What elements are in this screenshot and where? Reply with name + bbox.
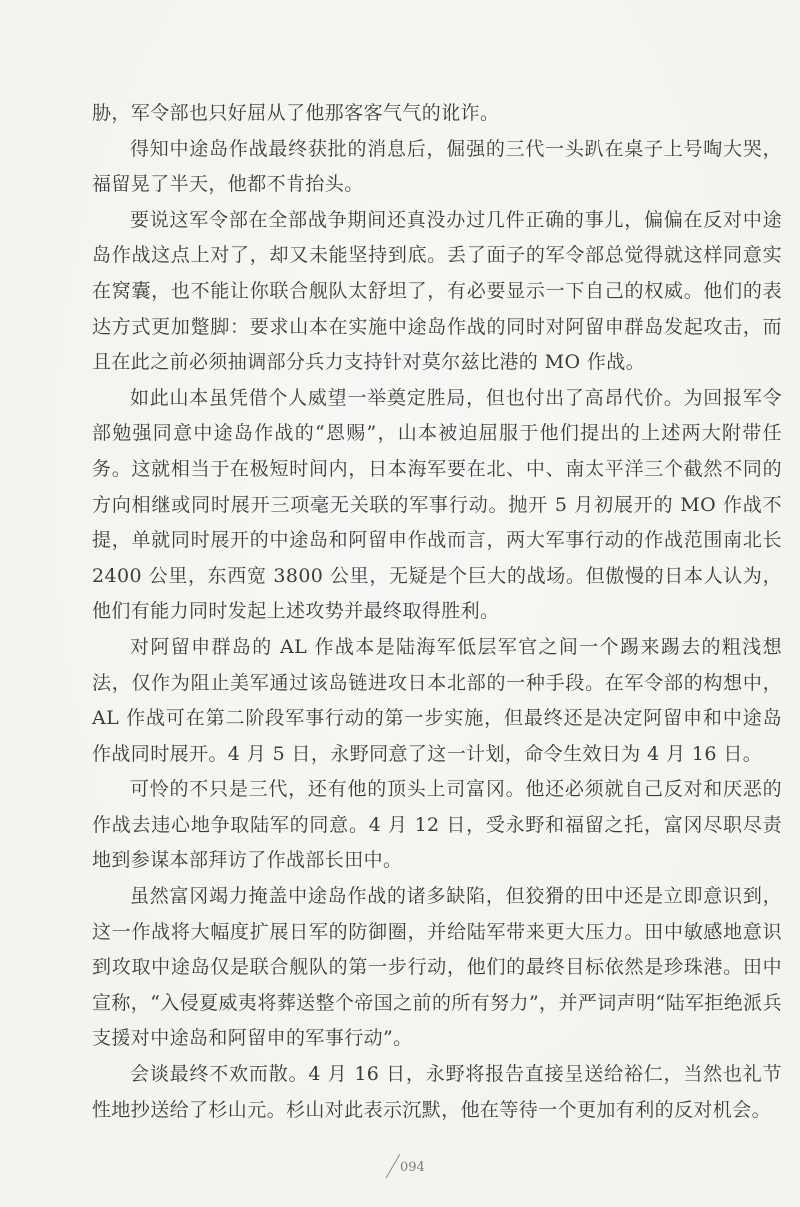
paragraph-5: 对阿留申群岛的 AL 作战本是陆海军低层军官之间一个踢来踢去的粗浅想法，仅作为阻止美军通过该岛链进攻日本北部的一种手段。在军令部的构想中，AL 作战可在第二阶段军事行动的第一步实施，但最终还是决定阿留申和中途岛作战同时展开。4 月 5 日，永野同意了这一计划，命令生效日为 4 月 16 日。 [92,635,782,765]
paragraph-2: 得知中途岛作战最终获批的消息后，倔强的三代一头趴在桌子上号啕大哭，福留晃了半天，他都不肯抬头。 [92,137,782,196]
paragraph-3: 要说这军令部在全部战争期间还真没办过几件正确的事儿，偏偏在反对中途岛作战这点上对了，却又未能坚持到底。丢了面子的军令部总觉得就这样同意实在窝囊，也不能让你联合舰队太舒坦了，有必要显示一下自己的权威。他们的表达方式更加蹩脚：要求山本在实施中途岛作战的同时对阿留申群岛发起攻击，而且在此之前必须抽调部分兵力支持针对莫尔兹比港的 MO 作战。 [92,208,782,374]
paragraph-1: 胁，军令部也只好屈从了他那客客气气的讹诈。 [92,102,500,124]
body-text [92,96,782,1128]
paragraph-6: 可怜的不只是三代，还有他的顶头上司富冈。他还必须就自己反对和厌恶的作战去违心地争取陆军的同意。4 月 12 日，受永野和福留之托，富冈尽职尽责地到参谋本部拜访了作战部长田中。 [92,778,782,872]
paragraph-7: 虽然富冈竭力掩盖中途岛作战的诸多缺陷，但狡猾的田中还是立即意识到，这一作战将大幅度扩展日军的防御圈，并给陆军带来更大压力。田中敏感地意识到攻取中途岛仅是联合舰队的第一步行动，他们的最终目标依然是珍珠港。田中宣称，“入侵夏威夷将葬送整个帝国之前的所有努力”，并严词声明“陆军拒绝派兵支援对中途岛和阿留申的军事行动”。 [92,885,782,1050]
paragraph-8: 会谈最终不欢而散。4 月 16 日，永野将报告直接呈送给裕仁，当然也礼节性地抄送给了杉山元。杉山对此表示沉默，他在等待一个更加有利的反对机会。 [92,1063,782,1121]
page-number: 094 [400,1160,425,1175]
paragraph-4: 如此山本虽凭借个人威望一举奠定胜局，但也付出了高昂代价。为回报军令部勉强同意中途岛作战的“恩赐”，山本被迫屈服于他们提出的上述两大附带任务。这就相当于在极短时间内，日本海军要在北、中、南太平洋三个截然不同的方向相继或同时展开三项毫无关联的军事行动。抛开 5 月初展开的 MO 作战不提，单就同时展开的中途岛和阿留申作战而言，两大军事行动的作战范围南北长 2400 公里，东西宽 3800 公里，无疑是个巨大的战场。但傲慢的日本人认为，他们有能力同时发起上述攻势并最终取得胜利。 [92,386,782,623]
